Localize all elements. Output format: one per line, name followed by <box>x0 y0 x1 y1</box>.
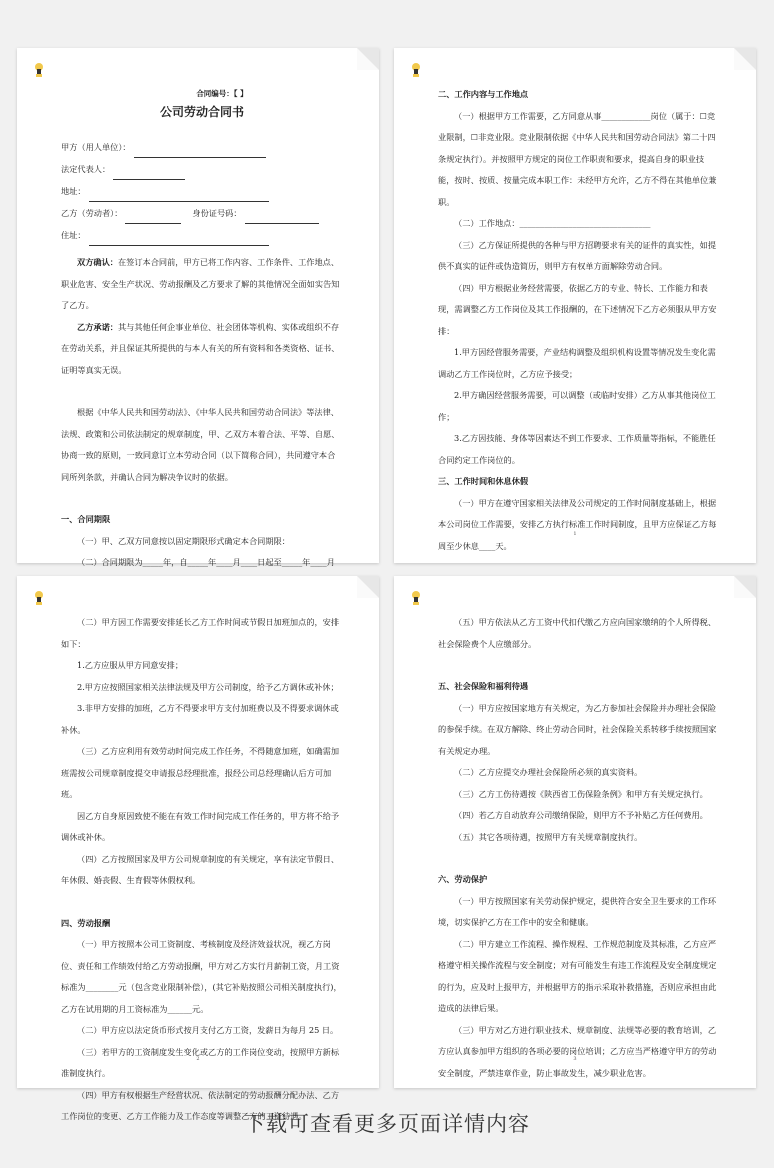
paragraph: （三）若甲方的工资制度发生变化或乙方的工作岗位变动，按照甲方新标准制度执行。 <box>61 1046 340 1078</box>
paragraph: （二）工作地点：________________________________ <box>454 218 651 228</box>
paragraph: （三）乙方应利用有效劳动时间完成工作任务，不得随意加班，如确需加班需按公司规章制度提交申请报总经理批准，报经公司总经理确认后方可加班。 <box>61 746 340 799</box>
paragraph: （二）甲方应以法定货币形式按月支付乙方工资，发薪日为每月 25 日。 <box>77 1025 339 1035</box>
document-page-1 <box>17 48 379 567</box>
paragraph: （一）甲方应按国家地方有关规定，为乙方参加社会保险并办理社会保险的参保手续。在双方解除、终止劳动合同时，社会保险关系转移手续按照国家有关规定办理。 <box>438 702 717 756</box>
list-item: 1.甲方因经营服务需要，产业结构调整及组织机构设置等情况发生变化需调动乙方工作岗位时，乙方应予接受； <box>438 347 716 379</box>
list-item: 2.甲方应按照国家相关法律法规及甲方公司制度，给予乙方调休或补休； <box>77 681 339 692</box>
page-number: 2 <box>196 1056 200 1062</box>
paragraph: （三）乙方保证所提供的各种与甲方招聘要求有关的证件的真实性，如提供不真实的证件或伪造简历，则甲方有权单方面解除劳动合同。 <box>438 239 717 271</box>
paragraph: （一）甲方按照本公司工资制度、考核制度及经济效益状况，视乙方岗位、责任和工作绩效付给乙方劳动报酬，甲方对乙方实行月薪制工资，月工资标准为________元（包含竞业限制补偿），(其它补贴按照公司相关制度执行)，乙方在试用期的月工资标准为______元。 <box>61 939 342 1014</box>
paragraph: （一）甲方在遵守国家相关法律及公司规定的工作时间制度基础上，根据本公司岗位工作需要，安排乙方执行标准工作时间制度，且甲方应保证乙方每周至少休息____天。 <box>438 497 717 551</box>
section-heading: 二、工作内容与工作地点 <box>438 89 529 99</box>
contract-title: 公司劳动合同书 <box>159 105 244 119</box>
paragraph: 因乙方自身原因致使不能在有效工作时间完成工作任务的，甲方将不给予调休或补休。 <box>61 810 340 842</box>
page-number: 3 <box>573 1056 577 1062</box>
paragraph: （二）合同期限为_____年，自_____年____月____日起至_____年____月 <box>77 557 335 567</box>
paragraph: （五）其它各项待遇，按照甲方有关规章制度执行。 <box>454 831 643 842</box>
list-item: 1.乙方应服从甲方同意安排； <box>77 660 184 670</box>
paragraph: （三）乙方工伤待遇按《陕西省工伤保险条例》和甲方有关规定执行。 <box>454 788 708 799</box>
paragraph: （二）乙方应提交办理社会保险所必须的真实资料。 <box>454 767 643 777</box>
legal-basis-paragraph: 根据《中华人民共和国劳动法》、《中华人民共和国劳动合同法》等法律、法规、政策和公司依法制定的规章制度，甲、乙双方本着合法、平等、自愿、协商一致的原则，一致同意订立本劳动合同（以下简称合同），共同遵守本合同所列条款，并确认合同为解决争议时的依据。 <box>61 407 340 482</box>
paragraph: （一）根据甲方工作需要，乙方同意从事____________岗位（属于：☐竞业限制，☐非竞业限。竞业限制依据《中华人民共和国劳动合同法》第二十四条规定执行）。并按照甲方规定的岗位工作职责和要求，提高自身的职业技能，按时、按质、按量完成本职工作：未经甲方允许，乙方不得在其他单位兼职。 <box>438 110 717 207</box>
party-a-field: 甲方（用人单位）： <box>61 136 343 158</box>
document-page-4 <box>394 576 756 1088</box>
paragraph: （四）甲方根据业务经营需要，依据乙方的专业、特长、工作能力和表现，需调整乙方工作岗位及其工作报酬的，在下述情况下乙方必须服从甲方安排： <box>438 282 717 336</box>
document-page-2 <box>394 48 756 563</box>
residence-field: 住址： <box>61 224 343 246</box>
paragraph: （三）甲方对乙方进行职业技术、规章制度、法规等必要的教育培训，乙方应认真参加甲方组织的各项必要的岗位培训；乙方应当严格遵守甲方的劳动安全制度，严禁违章作业，防止事故发生，减少职业危害。 <box>438 1024 717 1078</box>
address-field: 地址： <box>61 180 343 202</box>
paragraph: （四）若乙方自动放弃公司缴纳保险，则甲方不予补贴乙方任何费用。 <box>454 810 708 820</box>
party-b-promise: 乙方承诺：其与其他任何企事业单位、社会团体等机构、实体或组织不存在劳动关系，并且保证其所提供的与本人有关的所有资料和各类资格、证书、证明等真实无误。 <box>61 321 340 375</box>
paragraph: （四）乙方按照国家及甲方公司规章制度的有关规定，享有法定节假日、年休假、婚丧假、生育假等休假权利。 <box>61 853 340 885</box>
section-heading: 三、工作时间和休息休假 <box>438 476 529 486</box>
paragraph: （一）甲、乙双方同意按以固定期限形式确定本合同期限： <box>77 535 290 546</box>
list-item: 3.乙方因技能、身体等因素达不到工作要求、工作质量等指标，不能胜任合同约定工作岗位的。 <box>438 433 716 465</box>
list-item: 3.非甲方安排的加班，乙方不得要求甲方支付加班费以及不得要求调休或补休。 <box>61 703 339 735</box>
paragraph: （二）甲方因工作需要安排延长乙方工作时间或节假日加班加点的，安排如下： <box>61 617 340 649</box>
section-heading: 五、社会保险和福利待遇 <box>438 681 529 691</box>
paragraph: （二）甲方建立工作流程、操作规程、工作规范制度及其标准，乙方应严格遵守相关操作流程与安全制度；对有可能发生有违工作流程及安全制度规定的行为，应及时上报甲方，并根据甲方的指示采取补救措施，否则应承担由此造成的法律后果。 <box>438 938 717 1013</box>
party-b-field: 乙方（劳动者）： 身份证号码： <box>61 202 343 224</box>
contract-number: 合同编号：【 】 <box>196 89 248 98</box>
page-number: 1 <box>573 531 577 537</box>
legal-rep-field: 法定代表人： <box>61 158 343 180</box>
download-caption[interactable]: 下载可查看更多页面详情内容 <box>244 1112 530 1136</box>
section-heading: 一、合同期限 <box>61 514 111 524</box>
section-heading: 四、劳动报酬 <box>61 917 111 928</box>
section-heading: 六、劳动保护 <box>438 874 488 884</box>
paragraph: （五）甲方依法从乙方工资中代扣代缴乙方应向国家缴纳的个人所得税、社会保险费个人应缴部分。 <box>438 617 717 649</box>
list-item: 2.甲方确因经营服务需要，可以调整（或临时安排）乙方从事其他岗位工作； <box>438 390 716 422</box>
document-page-3 <box>17 576 379 1121</box>
paragraph: （四）甲方有权根据生产经营状况、依法制定的劳动报酬分配办法、乙方工作岗位的变更、乙方工作能力及工作态度等调整乙方的工资待遇。 <box>61 1089 340 1121</box>
id-number-label: 身份证号码： <box>192 207 242 218</box>
paragraph: （一）甲方按照国家有关劳动保护规定，提供符合安全卫生要求的工作环境，切实保护乙方在工作中的安全和健康。 <box>438 895 717 927</box>
mutual-confirmation: 双方确认：在签订本合同前，甲方已将工作内容、工作条件、工作地点、职业危害、安全生产状况、劳动报酬及乙方要求了解的其他情况全面如实告知了乙方。 <box>61 257 340 310</box>
